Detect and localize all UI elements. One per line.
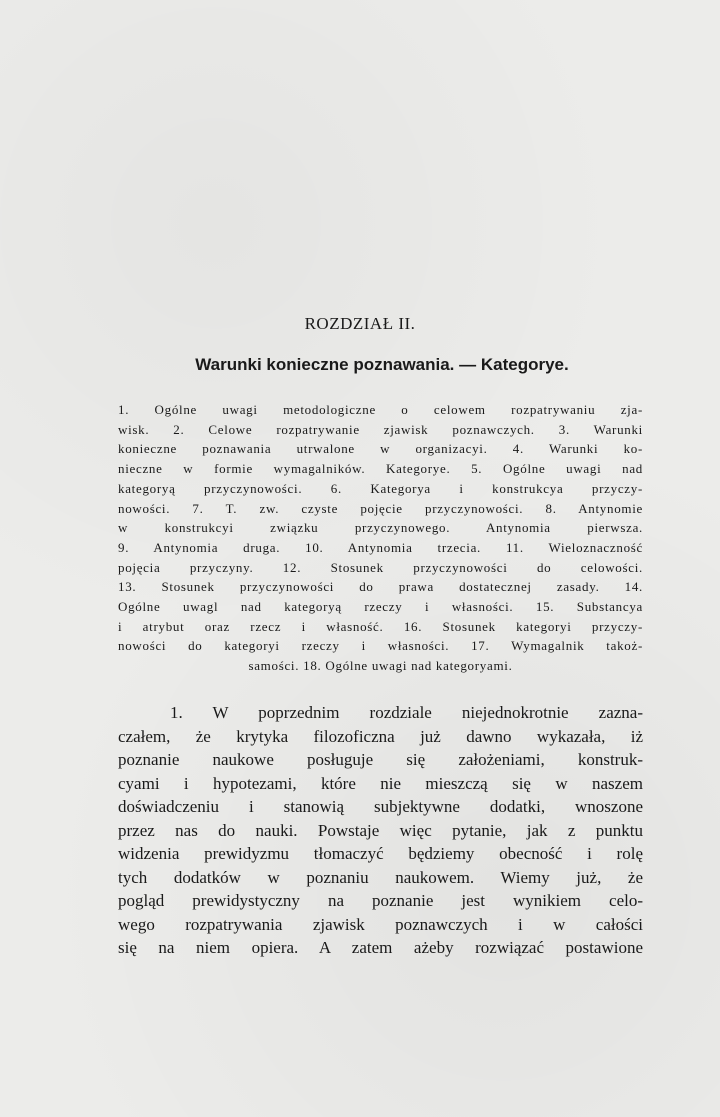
body-line: czałem, że krytyka filozoficzna już dawno wykazała, iż [118,726,643,746]
summary-line: Ogólne uwagl nad kategoryą rzeczy i własności. 15. Substancya [118,599,643,615]
chapter-title: Warunki konieczne poznawania. — Kategorye. [195,355,569,374]
summary-line: 1. Ogólne uwagi metodologiczne o celowem rozpatrywaniu zja- [118,402,643,417]
body-line: się na niem opiera. A zatem ażeby rozwiązać postawione [118,938,643,957]
body-line: cyami i hypotezami, które nie mieszczą się w naszem [118,773,643,793]
summary-line: 9. Antynomia druga. 10. Antynomia trzecia. 11. Wieloznaczność [118,539,643,555]
body-line: przez nas do nauki. Powstaje więc pytanie, jak z punktu [118,820,643,840]
summary-line: nowości. 7. T. zw. czyste pojęcie przyczynowości. 8. Antynomie [118,500,643,516]
body-line: wego rozpatrywania zjawisk poznawczych i w całości [118,914,643,934]
body-line: poznanie naukowe posługuje się założeniami, konstruk- [118,750,643,769]
body-line: pogląd prewidystyczny na poznanie jest wynikiem celo- [118,891,643,910]
chapter-heading: ROZDZIAŁ II. [304,314,416,333]
summary-line: nieczne w formie wymagalników. Kategorye. 5. Ogólne uwagi nad [118,461,643,477]
summary-line: 13. Stosunek przyczynowości do prawa dostatecznej zasady. 14. [118,579,643,595]
summary-line: konieczne poznawania utrwalone w organizacyi. 4. Warunki ko- [118,441,643,457]
chapter-summary [118,400,643,676]
summary-line: pojęcia przyczyny. 12. Stosunek przyczynowości do celowości. [118,559,643,575]
summary-line: i atrybut oraz rzecz i własność. 16. Stosunek kategoryi przyczy- [118,618,643,634]
body-paragraph [118,701,643,960]
body-line: 1. W poprzednim rozdziale niejednokrotnie zazna- [170,703,643,722]
summary-line: samości. 18. Ogólne uwagi nad kategoryami. [248,658,513,674]
body-line: widzenia prewidyzmu tłomaczyć będziemy obecność i rolę [118,844,643,863]
body-line: doświadczeniu i stanowią subjektywne dodatki, wnoszone [118,797,643,816]
summary-line: nowości do kategoryi rzeczy i własności. 17. Wymagalnik takoż- [118,638,643,654]
summary-line: kategoryą przyczynowości. 6. Kategorya i konstrukcya przyczy- [118,480,643,496]
summary-line: w konstrukcyi związku przyczynowego. Antynomia pierwsza. [118,520,643,536]
summary-line: wisk. 2. Celowe rozpatrywanie zjawisk poznawczych. 3. Warunki [118,421,643,437]
body-line: tych dodatków w poznaniu naukowem. Wiemy już, że [118,867,643,887]
